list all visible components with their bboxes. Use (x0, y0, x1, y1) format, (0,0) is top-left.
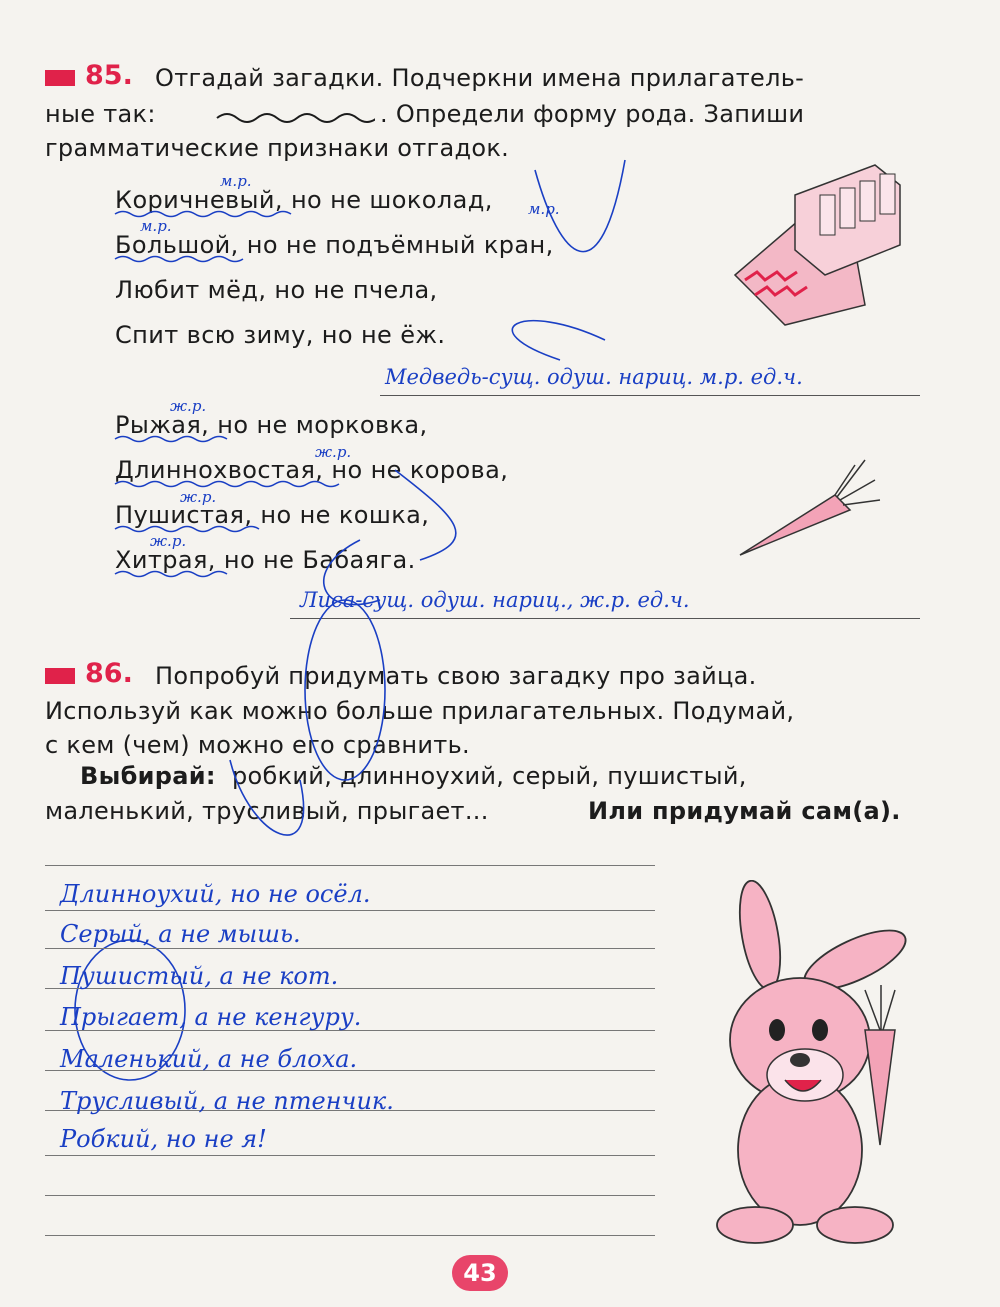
choose-words: робкий, длинноухий, серый, пушистый, (232, 762, 747, 790)
exercise-86-task-line-1: Попробуй придумать свою загадку про зайца. (155, 662, 757, 690)
writing-line (45, 1235, 655, 1236)
gender-note: м.р. (220, 172, 252, 190)
exercise-85-number: 85. (85, 60, 133, 91)
gender-note: м.р. (140, 217, 172, 235)
choose-words-line-2: маленький, трусливый, прыгает... (45, 797, 489, 825)
make-own-prompt: Или придумай сам(а). (588, 797, 901, 825)
riddle-1-line-2: Большой, но не подъёмный кран, (115, 231, 554, 259)
gender-note: ж.р. (180, 488, 217, 506)
handwritten-riddle-line: Серый, а не мышь. (60, 920, 301, 948)
handwritten-riddle-line: Пушистый, а не кот. (60, 962, 339, 990)
page-number-badge: 43 (452, 1255, 508, 1291)
riddle-2-line-4: Хитрая, но не Бабаяга. (115, 546, 416, 574)
handwritten-riddle-line: Длинноухий, но не осёл. (60, 880, 371, 908)
writing-line (45, 1195, 655, 1196)
exercise-86-number: 86. (85, 658, 133, 689)
riddle-1-line-4: Спит всю зиму, но не ёж. (115, 321, 446, 349)
riddle-1-line-1: Коричневый, но не шоколад, (115, 186, 493, 214)
handwritten-riddle-line: Маленький, а не блоха. (60, 1045, 358, 1073)
gender-note: м.р. (528, 200, 560, 218)
handwritten-riddle-line: Робкий, но не я! (60, 1125, 267, 1153)
gender-note: ж.р. (150, 532, 187, 550)
riddle-2-line-1: Рыжая, но не морковка, (115, 411, 428, 439)
riddle-1-line-3: Любит мёд, но не пчела, (115, 276, 438, 304)
exercise-85-task-line-1: Отгадай загадки. Подчеркни имена прилагатель- (155, 64, 805, 92)
handwritten-riddle-line: Прыгает, а не кенгуру. (60, 1003, 362, 1031)
handwritten-answer-2: Лиса-сущ. одуш. нариц., ж.р. ед.ч. (300, 588, 690, 612)
gender-note: ж.р. (315, 443, 352, 461)
handwritten-riddle-line: Трусливый, а не птенчик. (60, 1087, 394, 1115)
handwritten-answer-1: Медведь-сущ. одуш. нариц. м.р. ед.ч. (385, 365, 803, 389)
gender-note: ж.р. (170, 397, 207, 415)
writing-line (45, 910, 655, 911)
bunny-illustration (705, 880, 935, 1250)
writing-line (45, 865, 655, 866)
exercise-85-task-line-4: грамматические признаки отгадок. (45, 134, 510, 162)
writing-line (45, 1155, 655, 1156)
exercise-85-task-line-2: ные так: (45, 100, 156, 128)
choose-label: Выбирай: (80, 762, 216, 790)
exercise-86-task-line-2: Используй как можно больше прилагательных. Подумай, (45, 697, 795, 725)
exercise-85-task-line-3: . Определи форму рода. Запиши (380, 100, 805, 128)
exercise-86-task-line-3: с кем (чем) можно его сравнить. (45, 731, 470, 759)
writing-line (45, 948, 655, 949)
riddle-2-line-3: Пушистая, но не кошка, (115, 501, 430, 529)
riddle-2-line-2: Длиннохвостая, но не корова, (115, 456, 509, 484)
